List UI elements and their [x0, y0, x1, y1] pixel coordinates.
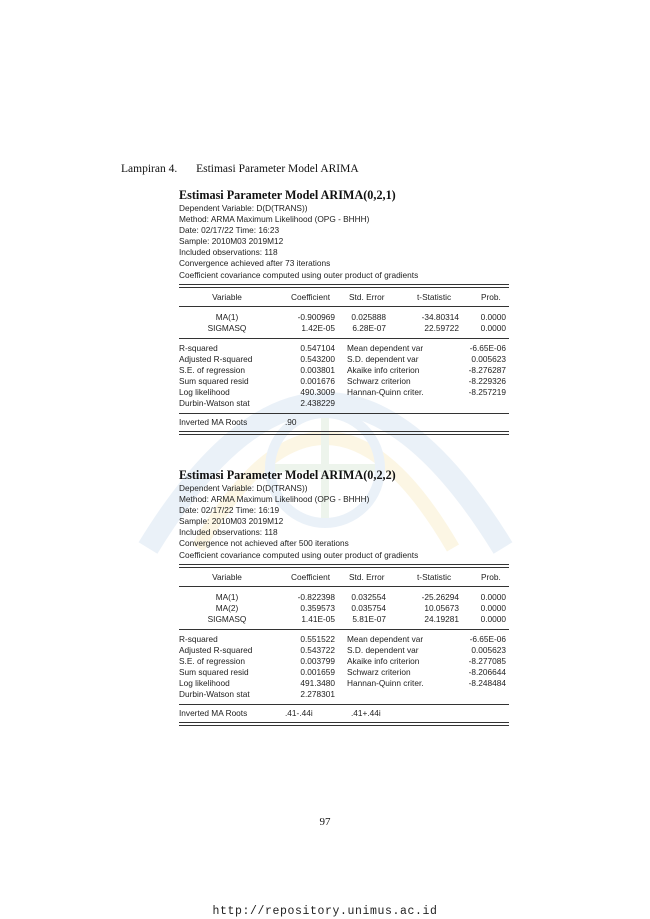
stats-cell: 0.543722: [300, 644, 335, 655]
stats-row: [179, 354, 509, 365]
stats-cell: Durbin-Watson stat: [179, 688, 250, 699]
stats-cell: 0.001659: [300, 666, 335, 677]
stats-cell: Mean dependent var: [347, 633, 424, 644]
stats-row: [179, 387, 509, 398]
stats-cell: -8.229326: [468, 375, 506, 386]
table-cell: 1.42E-05: [301, 322, 335, 333]
stats-cell: -8.276287: [468, 364, 506, 375]
stats-cell: Log likelihood: [179, 386, 230, 397]
stats-row: [179, 678, 509, 689]
stats-row: [179, 667, 509, 678]
root-value: .41+.44i: [351, 707, 381, 718]
table-header-row: [179, 292, 509, 303]
stats-row: [179, 656, 509, 667]
stats-cell: Adjusted R-squared: [179, 353, 253, 364]
stats-row: [179, 343, 509, 354]
table-cell: -0.822398: [297, 591, 335, 602]
stats-cell: Akaike info criterion: [347, 364, 420, 375]
table-cell: 0.0000: [480, 613, 506, 624]
column-header: Std. Error: [349, 291, 385, 302]
stats-cell: 0.551522: [300, 633, 335, 644]
table-row: [179, 614, 509, 625]
meta-line: Sample: 2010M03 2019M12: [179, 236, 284, 247]
stats-cell: 490.3009: [300, 386, 335, 397]
stats-cell: Hannan-Quinn criter.: [347, 386, 424, 397]
roots-label: Inverted MA Roots: [179, 707, 248, 718]
table-row: [179, 592, 509, 603]
table-header-row: [179, 572, 509, 583]
stats-cell: -6.65E-06: [469, 633, 506, 644]
column-header: Std. Error: [349, 571, 385, 582]
meta-line: Date: 02/17/22 Time: 16:23: [179, 225, 280, 236]
table-cell: -25.26294: [421, 591, 459, 602]
table-cell: MA(2): [215, 602, 239, 613]
model-title: Estimasi Parameter Model ARIMA(0,2,2): [179, 468, 396, 482]
meta-line: Dependent Variable: D(D(TRANS)): [179, 483, 308, 493]
table-cell: 22.59722: [424, 322, 459, 333]
stats-cell: Hannan-Quinn criter.: [347, 677, 424, 688]
stats-cell: 2.278301: [300, 688, 335, 699]
column-header: Variable: [212, 291, 242, 302]
table-cell: 0.359573: [300, 602, 335, 613]
stats-cell: S.E. of regression: [179, 655, 245, 666]
column-header: Variable: [212, 571, 242, 582]
table-bottom-rule-double: [179, 434, 509, 435]
stats-row: [179, 365, 509, 376]
appendix-caption: [121, 163, 359, 175]
model-block-arima-021: [179, 188, 509, 435]
table-cell: SIGMASQ: [207, 613, 247, 624]
stats-cell: -8.248484: [468, 677, 506, 688]
table-cell: 1.41E-05: [301, 613, 335, 624]
stats-cell: 0.003801: [300, 364, 335, 375]
table-cell: 0.0000: [480, 591, 506, 602]
root-value: .90: [285, 416, 297, 427]
meta-line: Coefficient covariance computed using outer product of gradients: [179, 549, 419, 560]
stats-cell: 0.001676: [300, 375, 335, 386]
stats-cell: 0.005623: [471, 644, 506, 655]
stats-cell: S.D. dependent var: [347, 644, 419, 655]
table-cell: 0.0000: [480, 311, 506, 322]
column-header: Coefficient: [291, 571, 331, 582]
table-bottom-rule: [179, 431, 509, 432]
column-header: Prob.: [481, 291, 501, 302]
root-value: .41-.44i: [285, 707, 313, 718]
table-cell: 5.81E-07: [352, 613, 386, 624]
table-top-rule: [179, 564, 509, 565]
meta-line: Coefficient covariance computed using outer product of gradients: [179, 269, 419, 280]
table-row: [179, 312, 509, 323]
caption-label: Lampiran 4.: [121, 163, 178, 175]
stats-cell: Durbin-Watson stat: [179, 397, 250, 408]
table-bottom-rule: [179, 722, 509, 723]
table-cell: 6.28E-07: [352, 322, 386, 333]
stats-cell: 0.005623: [471, 353, 506, 364]
roots-label: Inverted MA Roots: [179, 416, 248, 427]
table-top-rule: [179, 284, 509, 285]
table-cell: 0.032554: [351, 591, 386, 602]
column-header: Coefficient: [291, 291, 331, 302]
caption-title: Estimasi Parameter Model ARIMA: [196, 163, 359, 175]
table-row: [179, 603, 509, 614]
table-cell: -34.80314: [421, 311, 459, 322]
stats-cell: Sum squared resid: [179, 666, 249, 677]
stats-cell: Log likelihood: [179, 677, 230, 688]
stats-cell: Schwarz criterion: [347, 666, 411, 677]
stats-cell: 0.543200: [300, 353, 335, 364]
table-cell: 0.0000: [480, 322, 506, 333]
stats-row: [179, 634, 509, 645]
table-cell: 0.035754: [351, 602, 386, 613]
stats-cell: Sum squared resid: [179, 375, 249, 386]
stats-cell: 491.3480: [300, 677, 335, 688]
stats-cell: Schwarz criterion: [347, 375, 411, 386]
inverted-roots-row: [179, 708, 509, 719]
meta-line: Sample: 2010M03 2019M12: [179, 516, 284, 527]
stats-cell: Mean dependent var: [347, 342, 424, 353]
stats-cell: -8.257219: [468, 386, 506, 397]
column-header: t-Statistic: [417, 571, 452, 582]
stats-cell: 0.547104: [300, 342, 335, 353]
meta-line: Included observations: 118: [179, 527, 278, 538]
table-cell: 10.05673: [424, 602, 459, 613]
stats-cell: S.D. dependent var: [347, 353, 419, 364]
table-cell: MA(1): [215, 591, 239, 602]
column-header: Prob.: [481, 571, 501, 582]
table-cell: 0.0000: [480, 602, 506, 613]
table-bottom-rule-double: [179, 725, 509, 726]
table-cell: 0.025888: [351, 311, 386, 322]
stats-cell: Akaike info criterion: [347, 655, 420, 666]
meta-line: Included observations: 118: [179, 247, 278, 258]
stats-cell: -6.65E-06: [469, 342, 506, 353]
meta-line: Method: ARMA Maximum Likelihood (OPG - BHHH): [179, 214, 370, 225]
stats-cell: -8.277085: [468, 655, 506, 666]
stats-cell: -8.206644: [468, 666, 506, 677]
table-cell: MA(1): [215, 311, 239, 322]
stats-cell: S.E. of regression: [179, 364, 245, 375]
stats-cell: 0.003799: [300, 655, 335, 666]
stats-row: [179, 376, 509, 387]
page-number: 97: [319, 816, 331, 828]
table-cell: 24.19281: [424, 613, 459, 624]
model-title: Estimasi Parameter Model ARIMA(0,2,1): [179, 188, 396, 202]
footer-url: http://repository.unimus.ac.id: [212, 905, 438, 918]
model-block-arima-022: [179, 468, 509, 726]
stats-cell: Adjusted R-squared: [179, 644, 253, 655]
meta-line: Convergence achieved after 73 iterations: [179, 258, 331, 269]
table-cell: SIGMASQ: [207, 322, 247, 333]
meta-line: Dependent Variable: D(D(TRANS)): [179, 203, 308, 213]
stats-row: [179, 398, 509, 409]
inverted-roots-row: [179, 417, 509, 428]
table-row: [179, 323, 509, 334]
stats-row: [179, 689, 509, 700]
meta-line: Method: ARMA Maximum Likelihood (OPG - BHHH): [179, 494, 370, 505]
column-header: t-Statistic: [417, 291, 452, 302]
stats-cell: R-squared: [179, 633, 218, 644]
stats-cell: R-squared: [179, 342, 218, 353]
stats-row: [179, 645, 509, 656]
meta-line: Date: 02/17/22 Time: 16:19: [179, 505, 280, 516]
stats-cell: 2.438229: [300, 397, 335, 408]
table-cell: -0.900969: [297, 311, 335, 322]
meta-line: Convergence not achieved after 500 iterations: [179, 538, 349, 549]
